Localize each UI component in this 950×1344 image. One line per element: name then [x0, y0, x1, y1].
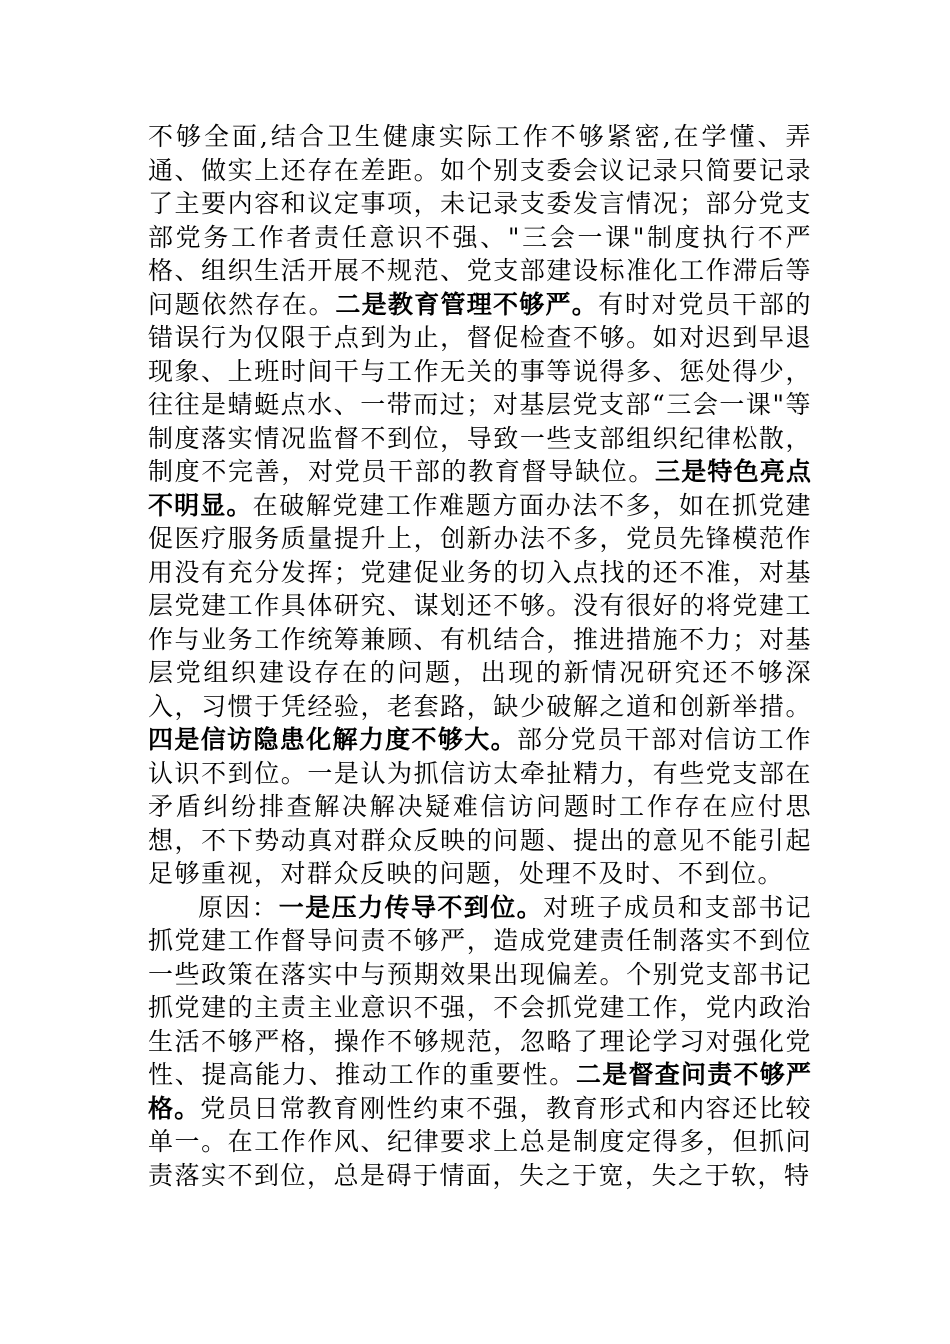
- heading-pressure: 一是压力传导不到位。: [278, 892, 544, 922]
- heading-education-management: 二是教育管理不够严。: [335, 289, 599, 319]
- petition-text: 部分党员干部对信访工作认识不到位。一是认为抓信访太牵扯精力，有些党支部在矛盾纠纷排查解决解决疑难信访问题时工作存在应付思想，不下势动真对群众反映的问题、提出的意见不能引起足够重视，对群众反映的问题，处理不及时、不到位。: [148, 725, 812, 888]
- paragraph-problems: [148, 120, 812, 891]
- causes-label: 原因：: [198, 892, 279, 922]
- education-management-text: 有时对党员干部的错误行为仅限于点到为止，督促检查不够。如对迟到早退现象、上班时间干与工作无关的事等说得多、惩处得少，往往是蜻蜓点水、一带而过；对基层党支部“三会一课"等制度落实情况监督不到位，导致一些支部组织纪律松散，制度不完善，对党员干部的教育督导缺位。: [148, 289, 812, 486]
- paragraph-causes: [148, 891, 812, 1193]
- problems-intro-text: 不够全面,结合卫生健康实际工作不够紧密,在学懂、弄通、做实上还存在差距。如个别支委会议记录只简要记录了主要内容和议定事项，未记录支委发言情况；部分党支部党务工作者责任意识不强、"三会一课"制度执行不严格、组织生活开展不规范、党支部建设标准化工作滞后等问题依然存在。: [148, 122, 812, 319]
- heading-accountability: 二是督查问责不够严格。: [148, 1060, 812, 1123]
- document-body: [148, 120, 812, 1192]
- accountability-text: 党员日常教育刚性约束不强，教育形式和内容还比较单一。在工作作风、纪律要求上总是制度定得多，但抓问责落实不到位，总是碍于情面，失之于宽，失之于软，特: [148, 1093, 812, 1190]
- heading-highlights: 三是特色亮点不明显。: [148, 457, 812, 520]
- highlights-text: 在破解党建工作难题方面办法不多，如在抓党建促医疗服务质量提升上，创新办法不多，党员先锋模范作用没有充分发挥；党建促业务的切入点找的还不准，对基层党建工作具体研究、谋划还不够。没有很好的将党建工作与业务工作统筹兼顾、有机结合，推进措施不力；对基层党组织建设存在的问题，出现的新情况研究还不够深入，习惯于凭经验，老套路，缺少破解之道和创新举措。: [148, 490, 812, 721]
- heading-petition: 四是信访隐患化解力度不够大。: [148, 725, 517, 754]
- pressure-text: 对班子成员和支部书记抓党建工作督导问责不够严，造成党建责任制落实不到位一些政策在落实中与预期效果出现偏差。个别党支部书记抓党建的主责主业意识不强，不会抓党建工作，党内政治生活不够严格，操作不够规范，忽略了理论学习对强化党性、提高能力、推动工作的重要性。: [148, 892, 812, 1089]
